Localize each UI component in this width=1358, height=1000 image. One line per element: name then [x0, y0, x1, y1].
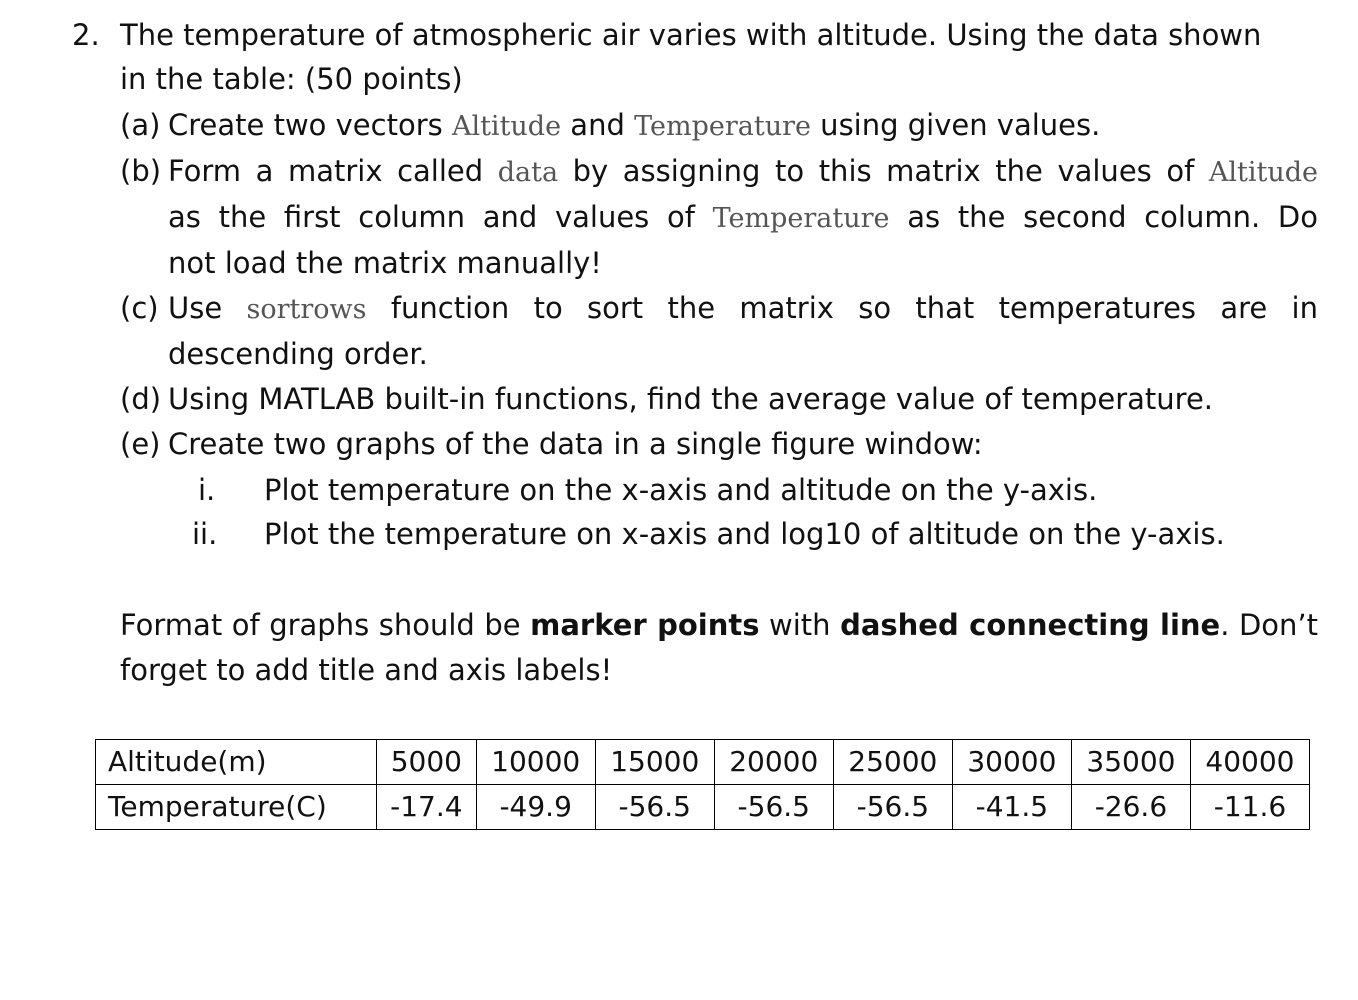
table-cell: 40000 — [1190, 740, 1309, 785]
part-a-var-altitude: Altitude — [451, 111, 562, 142]
altitude-temperature-table — [95, 739, 1310, 830]
part-a-text1: Create two vectors — [168, 108, 452, 142]
part-a-var-temperature: Temperature — [634, 111, 811, 142]
table-cell: 15000 — [595, 740, 714, 785]
table-cell: -56.5 — [833, 785, 952, 830]
part-b-line2-text2: as the second column. Do — [889, 200, 1318, 234]
table-cell: 5000 — [377, 740, 477, 785]
part-a-text3: using given values. — [810, 108, 1101, 142]
table-cell: -26.6 — [1071, 785, 1190, 830]
part-e-sub-i-label: i. — [198, 473, 216, 507]
table-cell: 10000 — [476, 740, 595, 785]
format-note-text1: Format of graphs should be — [120, 608, 531, 642]
part-e-label: (e) — [120, 427, 161, 461]
table-row-altitude — [96, 740, 1310, 785]
table-cell: 30000 — [952, 740, 1071, 785]
problem-number: 2. — [72, 18, 100, 52]
table-cell: 25000 — [833, 740, 952, 785]
part-b-var-temperature: Temperature — [712, 203, 890, 234]
part-b-var-data: data — [497, 157, 559, 188]
part-b-text2: by assigning to this matrix the values of — [558, 154, 1209, 188]
part-a-label: (a) — [120, 108, 161, 142]
table-cell: -56.5 — [595, 785, 714, 830]
table-cell: 35000 — [1071, 740, 1190, 785]
part-b-line2-text1: as the first column and values of — [168, 200, 713, 234]
table-cell: 20000 — [714, 740, 833, 785]
format-note-bold-marker-points: marker points — [530, 608, 760, 642]
table-cell: -17.4 — [377, 785, 477, 830]
table-cell: -11.6 — [1190, 785, 1309, 830]
problem-intro-line1: The temperature of atmospheric air varies with altitude. Using the data shown — [120, 18, 1262, 52]
problem-intro-line2: in the table: (50 points) — [120, 62, 463, 96]
part-d-label: (d) — [120, 382, 162, 416]
table-row-temperature — [96, 785, 1310, 830]
part-c-label: (c) — [120, 291, 159, 325]
part-c-line1 — [168, 290, 1318, 328]
part-b-line2 — [168, 199, 1318, 237]
part-b-text1: Form a matrix called — [168, 154, 498, 188]
part-e-sub-ii-label: ii. — [192, 517, 218, 551]
table-cell: -41.5 — [952, 785, 1071, 830]
part-c-var-sortrows: sortrows — [246, 294, 367, 325]
table-cell: -49.9 — [476, 785, 595, 830]
part-e-sub-i-text: Plot temperature on the x-axis and altitude on the y-axis. — [264, 473, 1098, 507]
format-note-text3: . Don’t — [1220, 608, 1318, 642]
part-c-line2: descending order. — [168, 337, 428, 371]
part-e-sub-ii-text: Plot the temperature on x-axis and log10 of altitude on the y-axis. — [264, 517, 1225, 551]
part-c-text2: function to sort the matrix so that temperatures are in — [366, 291, 1318, 325]
part-e-text: Create two graphs of the data in a single figure window: — [168, 427, 983, 461]
table-cell: -56.5 — [714, 785, 833, 830]
part-c-text1: Use — [168, 291, 247, 325]
part-b-label: (b) — [120, 154, 162, 188]
format-note-line1 — [120, 607, 1318, 643]
table-header-temperature: Temperature(C) — [96, 785, 377, 830]
format-note-bold-dashed-line: dashed connecting line — [840, 608, 1221, 642]
format-note-line2: forget to add title and axis labels! — [120, 653, 613, 687]
part-d-text: Using MATLAB built-in functions, find the average value of temperature. — [168, 382, 1214, 416]
part-a-text — [168, 107, 1100, 145]
table-header-altitude: Altitude(m) — [96, 740, 377, 785]
format-note-text2: with — [759, 608, 841, 642]
part-b-line1 — [168, 153, 1318, 191]
part-b-line3: not load the matrix manually! — [168, 246, 602, 280]
part-b-var-altitude: Altitude — [1208, 157, 1318, 188]
part-a-text2: and — [561, 108, 635, 142]
